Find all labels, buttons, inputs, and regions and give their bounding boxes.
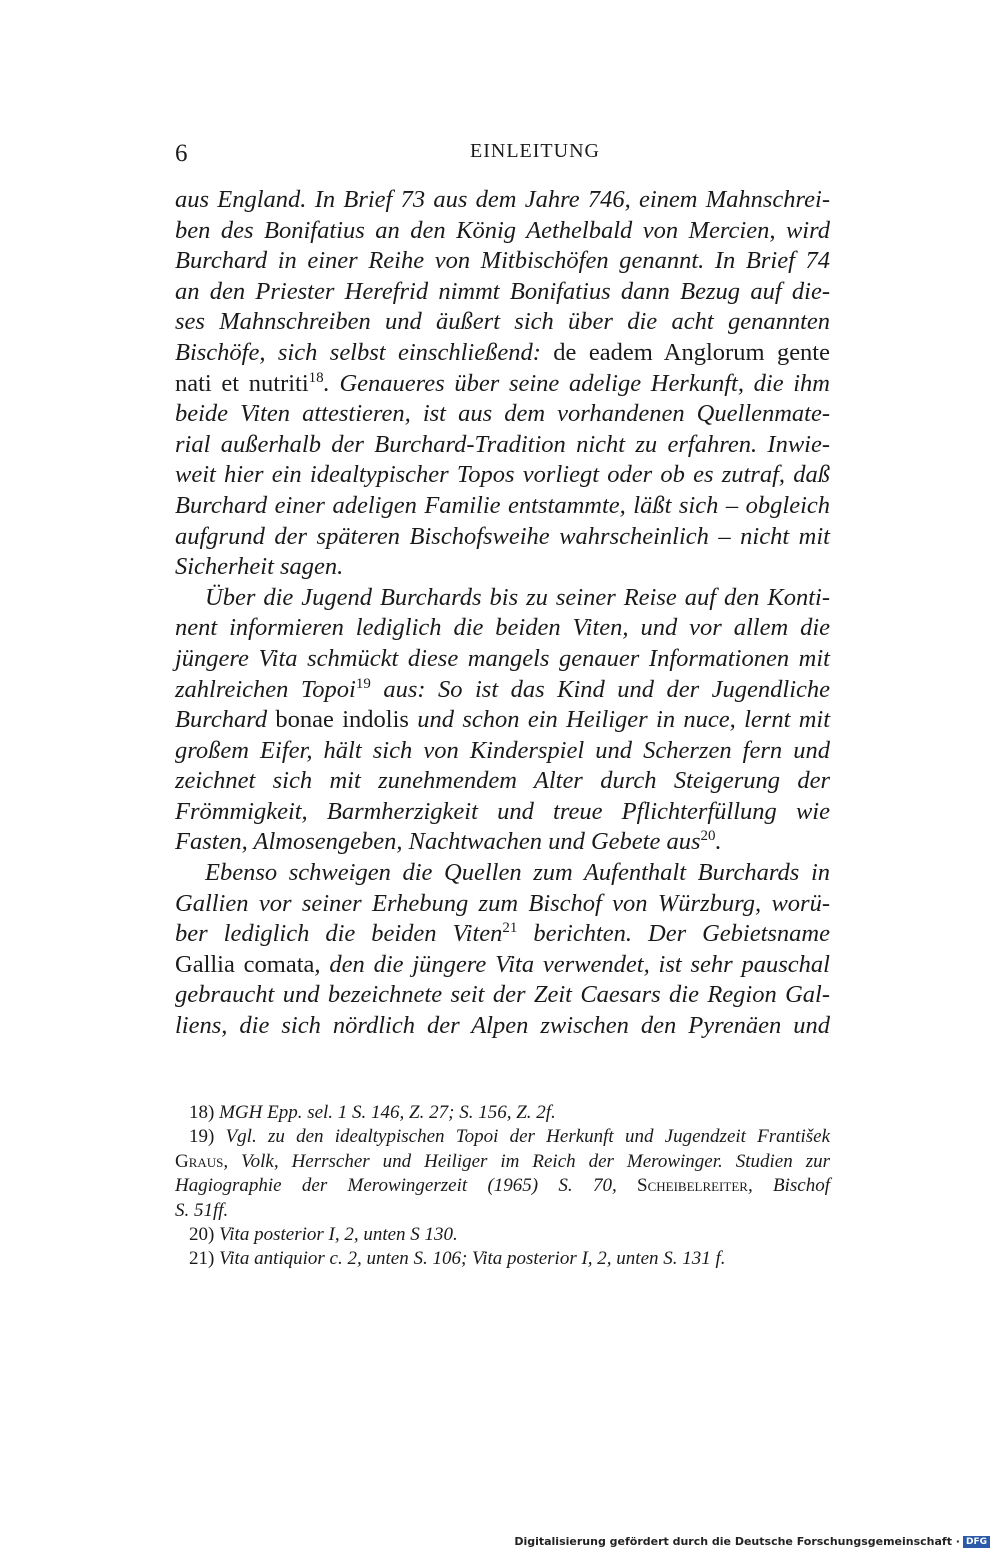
text-span: S. 51ff.	[175, 1199, 229, 1221]
funding-notice-text: Digitalisierung gefördert durch die Deutsche Forschungsgemeinschaft ·	[514, 1535, 960, 1548]
text-line	[175, 369, 830, 400]
text-line	[175, 766, 830, 797]
text-span: zahlreichen Topoi	[175, 675, 356, 703]
text-span: Vita posterior I, 2, unten S 130.	[219, 1223, 458, 1245]
text-span: Gallien vor seiner Erhebung zum Bischof von Würzburg, worü-	[175, 889, 830, 917]
text-span: Gallia comata	[175, 950, 315, 978]
text-line	[175, 675, 830, 706]
text-span: ses Mahnschreiben und äußert sich über die acht genannten	[175, 308, 830, 336]
text-span: liens, die sich nördlich der Alpen zwischen den Pyrenäen und	[175, 1012, 830, 1040]
text-span: aus England. In Brief 73 aus dem Jahre 746, einem Mahnschrei-	[175, 186, 830, 213]
text-line	[175, 919, 830, 950]
text-line	[175, 980, 830, 1011]
text-span: . Genaueres über seine adelige Herkunft, die ihm	[323, 369, 830, 397]
text-line	[175, 277, 830, 308]
funding-notice	[514, 1535, 990, 1548]
text-span: beide Viten attestieren, ist aus dem vorhandenen Quellenmate-	[175, 400, 830, 428]
text-span: und schon ein Heiliger in nuce, lernt mit	[408, 706, 830, 734]
text-span: , Volk, Herrscher und Heiliger im Reich der Merowinger. Studien zur	[223, 1150, 830, 1172]
text-span: 21)	[189, 1248, 220, 1270]
text-span: rial außerhalb der Burchard-Tradition nicht zu erfahren. Inwie-	[175, 430, 830, 458]
text-span: Bischöfe, sich selbst einschließend:	[175, 338, 554, 366]
text-span: Ebenso schweigen die Quellen zum Aufenthalt Burchards in	[205, 859, 830, 887]
text-span: 20)	[189, 1223, 220, 1245]
footnote-line	[175, 1150, 830, 1174]
text-line	[175, 950, 830, 981]
text-span: MGH Epp. sel. 1 S. 146, Z. 27; S. 156, Z. 2f.	[219, 1102, 556, 1123]
text-span: .	[715, 828, 722, 856]
footnote-reference: 19	[355, 675, 371, 692]
text-line	[175, 399, 830, 430]
text-span: nati et nutriti	[175, 369, 309, 397]
text-span: aus: So ist das Kind und der Jugendliche	[370, 675, 830, 703]
footnote-line	[175, 1247, 830, 1271]
text-span: nent informieren lediglich die beiden Viten, und vor allem die	[175, 614, 830, 642]
text-span: Scheibelreiter	[637, 1175, 748, 1197]
page-number: 6	[175, 140, 188, 167]
footnote-line	[175, 1125, 830, 1149]
footnotes	[175, 1101, 830, 1272]
footnote-reference: 21	[502, 920, 518, 937]
footnote-line	[175, 1199, 830, 1223]
text-line	[175, 552, 830, 583]
text-span: ber lediglich die beiden Viten	[175, 920, 503, 948]
text-span: , Bischof	[747, 1175, 830, 1197]
text-span: an den Priester Herefrid nimmt Bonifatius dann Bezug auf die-	[175, 277, 830, 305]
text-span: Sicherheit sagen.	[175, 553, 344, 581]
text-line	[175, 613, 830, 644]
text-span: Burchard einer adeligen Familie entstammte, läßt sich – obgleich	[175, 491, 830, 519]
text-line	[175, 797, 830, 828]
text-span: Hagiographie der Merowingerzeit (1965) S. 70,	[175, 1175, 637, 1197]
text-span: Fasten, Almosengeben, Nachtwachen und Gebete aus	[175, 828, 701, 856]
text-line	[175, 705, 830, 736]
text-line	[175, 460, 830, 491]
text-line	[175, 338, 830, 369]
text-span: Vita antiquior c. 2, unten S. 106; Vita posterior I, 2, unten S. 131 f.	[219, 1248, 726, 1270]
text-line	[175, 246, 830, 277]
text-span: aufgrund der späteren Bischofsweihe wahrscheinlich – nicht mit	[175, 522, 830, 550]
footnote-line	[175, 1101, 830, 1125]
body-text	[175, 185, 830, 1042]
text-span: zeichnet sich mit zunehmendem Alter durch Steigerung der	[175, 767, 830, 795]
text-span: großem Eifer, hält sich von Kinderspiel und Scherzen fern und	[175, 736, 830, 764]
text-span: 19)	[189, 1126, 226, 1148]
text-span: ben des Bonifatius an den König Aethelbald von Mercien, wird	[175, 216, 830, 244]
text-line	[175, 185, 830, 216]
text-span: gebraucht und bezeichnete seit der Zeit Caesars die Region Gal-	[175, 981, 830, 1009]
text-line	[175, 827, 830, 858]
text-span: 18)	[189, 1102, 220, 1123]
text-line	[175, 644, 830, 675]
text-span: , den die jüngere Vita verwendet, ist sehr pauschal	[314, 950, 830, 978]
text-span: bonae indolis	[275, 706, 409, 734]
text-span: Graus	[175, 1150, 224, 1172]
text-line	[175, 307, 830, 338]
text-line	[175, 858, 830, 889]
text-span: Burchard	[175, 706, 276, 734]
text-span: Frömmigkeit, Barmherzigkeit und treue Pflichterfüllung wie	[175, 797, 830, 825]
text-span: berichten. Der Gebietsname	[517, 920, 831, 948]
text-span: weit hier ein idealtypischer Topos vorliegt oder ob es zutraf, daß	[175, 461, 830, 489]
text-line	[175, 889, 830, 920]
dfg-logo: DFG	[963, 1536, 990, 1548]
text-line	[175, 736, 830, 767]
text-span: Über die Jugend Burchards bis zu seiner Reise auf den Konti-	[205, 583, 830, 611]
text-line	[175, 522, 830, 553]
text-line	[175, 216, 830, 247]
text-line	[175, 491, 830, 522]
text-span: de eadem Anglorum gente	[553, 338, 830, 366]
text-span: jüngere Vita schmückt diese mangels genauer Informationen mit	[175, 644, 830, 672]
text-line	[175, 430, 830, 461]
footnote-reference: 18	[308, 369, 324, 386]
text-span: Vgl. zu den idealtypischen Topoi der Herkunft und Jugendzeit František	[225, 1126, 830, 1148]
footnote-line	[175, 1223, 830, 1247]
footnote-line	[175, 1174, 830, 1198]
text-span: Burchard in einer Reihe von Mitbischöfen genannt. In Brief 74	[175, 247, 830, 275]
text-line	[175, 1011, 830, 1042]
footnote-reference: 20	[700, 828, 716, 845]
running-head: EINLEITUNG	[470, 140, 600, 162]
text-line	[175, 583, 830, 614]
